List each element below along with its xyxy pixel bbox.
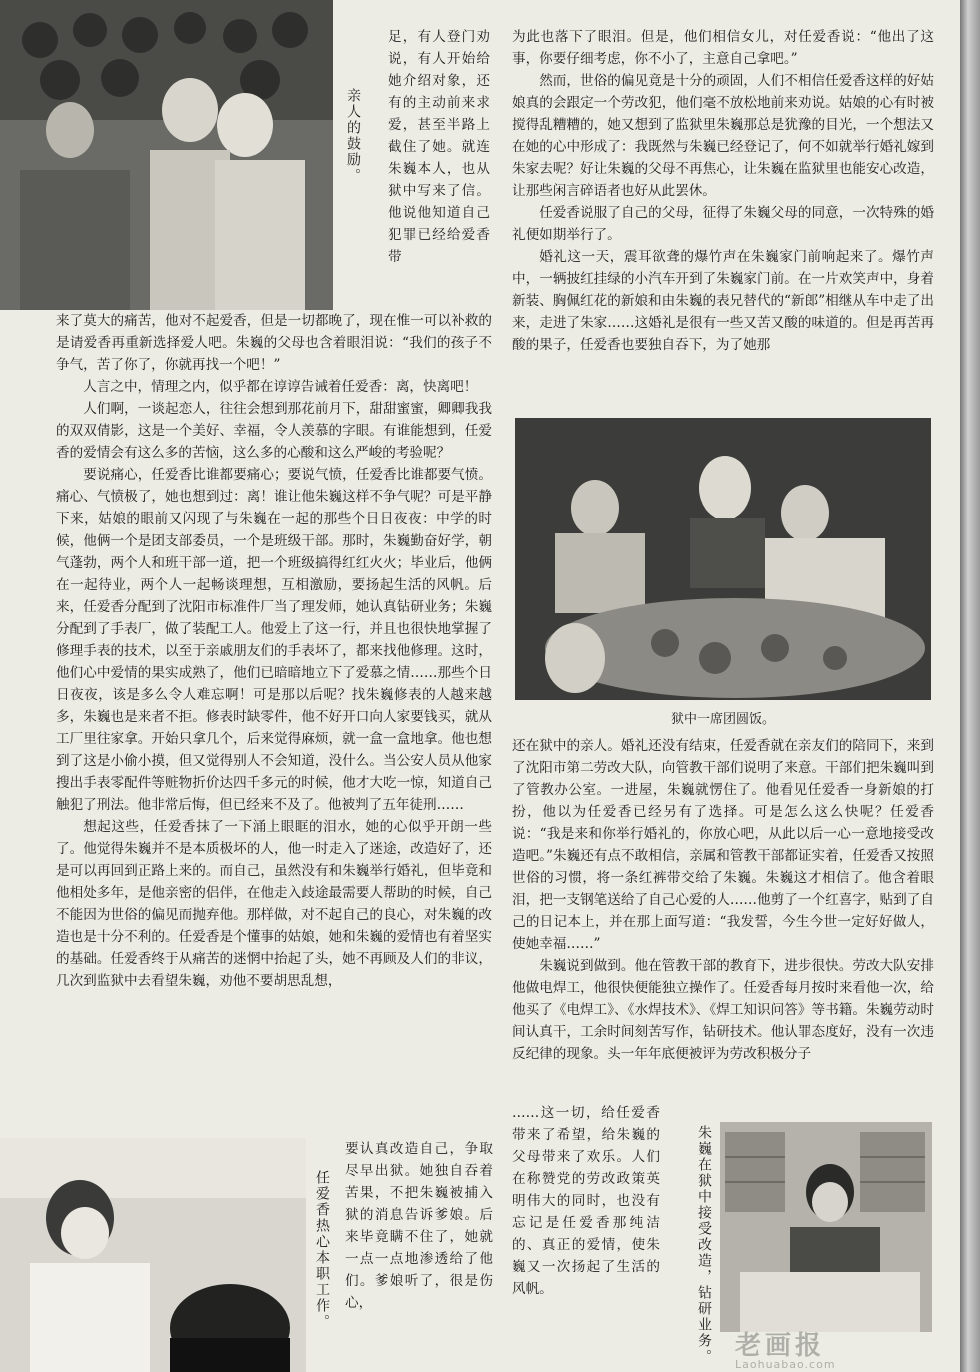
text-bottom-middle: 要认真改造自己，争取尽早出狱。她独自吞着苦果，不把朱巍被捕入狱的消息告诉爹娘。后来毕竟瞒不住了，她就一点一点地渗透给了他们。爹娘听了，很是伤心， (345, 1141, 493, 1311)
paragraph: 人们啊，一谈起恋人，往往会想到那花前月下，甜甜蜜蜜，卿卿我我的双双倩影，这是一个美好、幸福，令人羡慕的字眼。有谁能想到，任爱香的爱情会有这么多的苦恼，这么多的心酸和这么严峻的考验呢？ (56, 401, 492, 461)
photo-prison-meal (515, 418, 931, 700)
paragraph: 要说痛心，任爱香比谁都要痛心；要说气愤，任爱香比谁都要气愤。痛心、气愤极了，她也想到过：离！谁让他朱巍这样不争气呢？可是平静下来，姑娘的眼前又闪现了与朱巍在一起的那些个日日夜夜：中学的时候，他俩一个是团支部委员，一个是班级干部。那时，朱巍勤奋好学，朝气蓬勃，两个人和班干部一道，把一个班级搞得红红火火；毕业后，他俩在一起待业，两个人一起畅谈理想，互相激励，要扬起生活的风帆。后来，任爱香分配到了沈阳市标准件厂当了理发师，她认真钻研业务；朱巍分配到了手表厂，做了装配工人。他爱上了这一行，并且也很快地掌握了修理手表的技术，以至于亲戚朋友们的手表坏了，都来找他修理。这时，他们心中爱情的果实成熟了，他们已暗暗地立下了爱慕之情……那些个日日夜夜，该是多么令人难忘啊！可是那以后呢？找朱巍修表的人越来越多，朱巍也是来者不拒。修表时缺零件，他不好开口向人家要钱买，就从工厂里往家拿。开始只拿几个，后来觉得麻烦，就一盒一盒地拿。他也想到了这是小偷小摸，但又觉得别人不会知道，没什么。当公安人员从他家搜出手表零配件等赃物折价达四千多元的时候，他才大吃一惊，知道自己触犯了刑法。他非常后悔，但已经来不及了。他被判了五年徒刑…… (56, 467, 492, 813)
text-bottom-right: ……这一切，给任爱香带来了希望，给朱巍的父母带来了欢乐。人们在称赞党的劳改政策英明伟大的同时，也没有忘记是任爱香那纯洁的、真正的爱情，使朱巍又一次扬起了生活的风帆。 (512, 1105, 660, 1297)
column-left (56, 310, 492, 1158)
paragraph: 为此也落下了眼泪。但是，他们相信女儿，对任爱香说：“他出了这事，你要仔细考虑，你不小了，主意自己拿吧。” (512, 29, 934, 67)
watermark-url: Laohuabao.com (735, 1358, 836, 1371)
paragraph: 来了莫大的痛苦，他对不起爱香，但是一切都晚了，现在惟一可以补救的是请爱香再重新选择爱人吧。朱巍的父母也含着眼泪说：“我们的孩子不争气，苦了你了，你就再找一个吧！” (56, 313, 492, 373)
paragraph: 任爱香说服了自己的父母，征得了朱巍父母的同意，一次特殊的婚礼便如期举行了。 (512, 205, 934, 243)
caption-top-left: 亲人的鼓励。 (345, 88, 361, 184)
paragraph: 人言之中，情理之内，似乎都在谆谆告诫着任爱香：离，快离吧！ (83, 379, 478, 395)
paragraph: 朱巍说到做到。他在管教干部的教育下，进步很快。劳改大队安排他做电焊工，他很快便能独立操作了。任爱香每月按时来看他一次，给他买了《电焊工》、《水焊技术》、《焊工知识问答》等书籍。朱巍劳动时间认真干，工余时间刻苦写作，钻研技术。他认罪态度好，没有一次违反纪律的现象。头一年年底便被评为劳改积极分子 (512, 958, 934, 1062)
paragraph: 还在狱中的亲人。婚礼还没有结束，任爱香就在亲友们的陪同下，来到了沈阳市第二劳改大队，向管教干部们说明了来意。干部们把朱巍叫到了管教办公室。一进屋，朱巍就愣住了。他看见任爱香一身新娘的打扮，他以为任爱香已经另有了选择。可是怎么这么快呢？任爱香说：“我是来和你举行婚礼的，你放心吧，从此以后一心一意地接受改造吧。”朱巍还有点不敢相信，亲属和管教干部都证实着，任爱香又按照世俗的习惯，将一条红裤带交给了朱巍。朱巍这才相信了。他含着眼泪，把一支钢笔送给了自己心爱的人……他剪了一个红喜字，贴到了自己的日记本上，并在那上面写道：“我发誓，今生今世一定好好做人，使她幸福……” (512, 738, 934, 952)
column-top-middle (388, 26, 490, 311)
photo-ren-aixiang-at-work (0, 1138, 306, 1372)
column-right-middle (512, 735, 934, 1123)
caption-prison-meal: 狱中一席团圆饭。 (670, 712, 775, 727)
column-right-top (512, 26, 934, 401)
column-bottom-middle (345, 1138, 493, 1368)
photo-family-encouragement (0, 0, 333, 310)
watermark-logo-text: 老画报 (735, 1331, 826, 1361)
caption-bottom-right: 朱巍在狱中接受改造，钻研业务。 (696, 1125, 712, 1365)
column-bottom-right (512, 1102, 660, 1366)
caption-bottom-left: 任爱香热心本职工作。 (314, 1170, 330, 1330)
photo-zhu-wei-studying (720, 1122, 932, 1332)
watermark (735, 1325, 935, 1371)
paragraph: 婚礼这一天，震耳欲聋的爆竹声在朱巍家门前响起来了。爆竹声中，一辆披红挂绿的小汽车开到了朱巍家门前。在一片欢笑声中，身着新装、胸佩红花的新娘和由朱巍的表兄替代的“新郎”相继从车中走了出来，走进了朱家……这婚礼是很有一些又苦又酸的味道的。但是再苦再酸的果子，任爱香也要独自吞下，为了她那 (512, 249, 934, 353)
paragraph: 然而，世俗的偏见竟是十分的顽固，人们不相信任爱香这样的好姑娘真的会跟定一个劳改犯，他们毫不放松地前来劝说。姑娘的心有时被搅得乱糟糟的，她又想到了监狱里朱巍那总是犹豫的目光，一个想法又在她的心中形成了：我既然与朱巍已经登记了，何不如就举行婚礼嫁到朱家去呢？好让朱巍的父母不再焦心，让朱巍在监狱里也能安心改造，让那些闲言碎语者也好从此罢休。 (512, 73, 934, 199)
text-top-middle: 足，有人登门劝说，有人开始给她介绍对象，还有的主动前来求爱，甚至半路上截住了她。就连朱巍本人，也从狱中写来了信。他说他知道自己犯罪已经给爱香带 (388, 29, 490, 265)
paragraph: 想起这些，任爱香抹了一下涌上眼眶的泪水，她的心似乎开朗一些了。他觉得朱巍并不是本质极坏的人，他一时走入了迷途，改造好了，还是可以再回到正路上来的。而自己，虽然没有和朱巍举行婚礼，但毕竟和他相处多年，是他亲密的侣伴，在他走入歧途最需要人帮助的时候，自己不能因为世俗的偏见而抛弃他。那样做，对不起自己的良心，对朱巍的改造也是十分不利的。任爱香是个懂事的姑娘，她和朱巍的爱情也有着坚实的基础。任爱香终于从痛苦的迷惘中抬起了头，她不再顾及人们的非议，几次到监狱中去看望朱巍，劝他不要胡思乱想， (56, 819, 492, 989)
page-edge (960, 0, 980, 1372)
